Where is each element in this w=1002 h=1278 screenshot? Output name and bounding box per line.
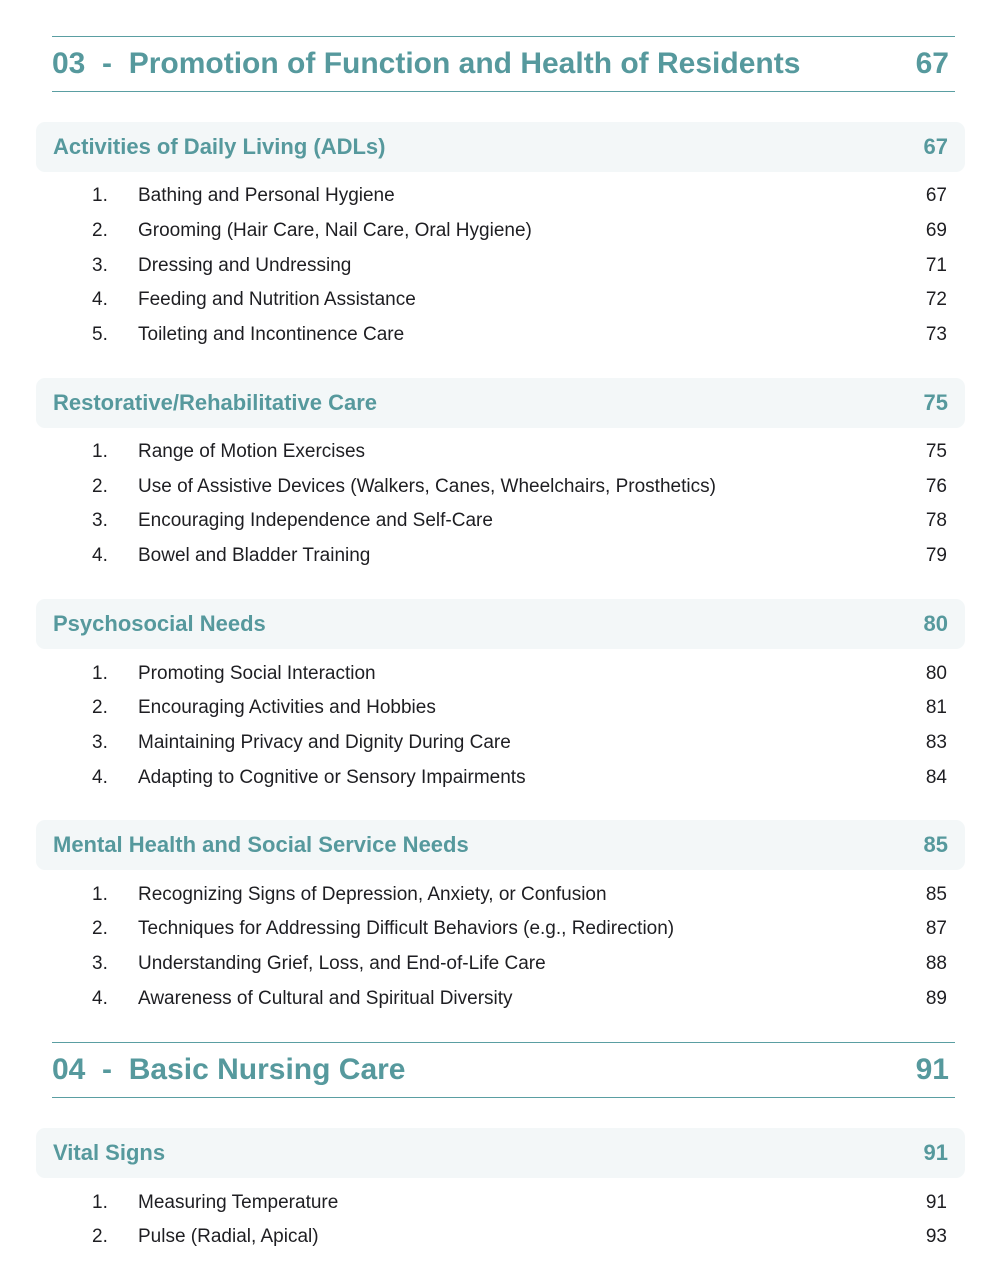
item-page-number: 69 (925, 220, 947, 241)
section-page-number: 75 (923, 390, 948, 415)
section-page-number: 80 (923, 611, 948, 636)
toc-item[interactable] (92, 320, 947, 350)
item-page-number: 87 (925, 918, 947, 939)
toc-item[interactable] (92, 506, 947, 536)
item-label: Promoting Social Interaction (138, 663, 376, 684)
toc-item[interactable] (92, 1188, 947, 1218)
section-page-number: 85 (923, 832, 948, 857)
section-title: Psychosocial Needs (53, 611, 266, 636)
item-label: Maintaining Privacy and Dignity During Care (138, 732, 511, 753)
section-heading[interactable] (36, 1128, 965, 1178)
item-number: 1. (92, 1192, 108, 1213)
item-page-number: 83 (925, 732, 947, 753)
toc-item[interactable] (92, 949, 947, 979)
toc-item[interactable] (92, 728, 947, 758)
toc-item[interactable] (92, 693, 947, 723)
toc-item[interactable] (92, 285, 947, 315)
toc-item[interactable] (92, 251, 947, 281)
item-label: Feeding and Nutrition Assistance (138, 289, 416, 310)
item-label: Use of Assistive Devices (Walkers, Canes, Wheelchairs, Prosthetics) (138, 476, 716, 497)
item-number: 4. (92, 545, 108, 566)
item-number: 2. (92, 697, 108, 718)
item-page-number: 73 (925, 324, 947, 345)
item-label: Pulse (Radial, Apical) (138, 1226, 319, 1247)
item-number: 4. (92, 988, 108, 1009)
item-number: 2. (92, 918, 108, 939)
item-number: 3. (92, 255, 108, 276)
item-number: 3. (92, 732, 108, 753)
item-number: 3. (92, 953, 108, 974)
item-page-number: 91 (925, 1192, 947, 1213)
item-number: 4. (92, 289, 108, 310)
item-page-number: 85 (925, 884, 947, 905)
item-page-number: 80 (925, 663, 947, 684)
item-label: Adapting to Cognitive or Sensory Impairments (138, 767, 526, 788)
item-label: Dressing and Undressing (138, 255, 352, 276)
toc-item[interactable] (92, 541, 947, 571)
section-title: Activities of Daily Living (ADLs) (53, 134, 386, 159)
item-label: Bathing and Personal Hygiene (138, 185, 395, 206)
toc-item[interactable] (92, 659, 947, 689)
item-label: Range of Motion Exercises (138, 441, 366, 462)
section-title: Vital Signs (53, 1140, 166, 1165)
toc-item[interactable] (92, 880, 947, 910)
chapter-heading[interactable] (52, 36, 955, 92)
item-page-number: 84 (925, 767, 947, 788)
item-page-number: 81 (925, 697, 947, 718)
toc-item[interactable] (92, 763, 947, 793)
section-page-number: 67 (923, 134, 948, 159)
toc-item[interactable] (92, 984, 947, 1014)
item-label: Understanding Grief, Loss, and End-of-Life Care (138, 953, 546, 974)
item-number: 2. (92, 1226, 108, 1247)
item-number: 1. (92, 884, 108, 905)
item-label: Toileting and Incontinence Care (138, 324, 405, 345)
toc-item[interactable] (92, 437, 947, 467)
item-number: 2. (92, 476, 108, 497)
chapter-heading[interactable] (52, 1042, 955, 1098)
item-page-number: 75 (925, 441, 947, 462)
section-heading[interactable] (36, 820, 965, 870)
item-number: 5. (92, 324, 108, 345)
item-page-number: 76 (925, 476, 947, 497)
item-page-number: 88 (925, 953, 947, 974)
toc-item[interactable] (92, 1222, 947, 1252)
section-title: Restorative/Rehabilitative Care (53, 390, 378, 415)
item-label: Measuring Temperature (138, 1192, 339, 1213)
chapter-title: 04 - Basic Nursing Care (52, 1053, 406, 1086)
item-number: 1. (92, 185, 108, 206)
item-label: Awareness of Cultural and Spiritual Diversity (138, 988, 513, 1009)
item-label: Recognizing Signs of Depression, Anxiety, or Confusion (138, 884, 607, 905)
toc-item[interactable] (92, 914, 947, 944)
item-page-number: 93 (925, 1226, 947, 1247)
section-title: Mental Health and Social Service Needs (53, 832, 469, 857)
section-page-number: 91 (923, 1140, 948, 1165)
item-number: 4. (92, 767, 108, 788)
toc-item[interactable] (92, 181, 947, 211)
item-number: 1. (92, 663, 108, 684)
item-label: Encouraging Activities and Hobbies (138, 697, 436, 718)
item-page-number: 89 (925, 988, 947, 1009)
toc-item[interactable] (92, 216, 947, 246)
item-page-number: 78 (925, 510, 947, 531)
item-page-number: 67 (925, 185, 947, 206)
item-number: 1. (92, 441, 108, 462)
chapter-title: 03 - Promotion of Function and Health of Residents (52, 47, 801, 80)
item-label: Encouraging Independence and Self-Care (138, 510, 493, 531)
item-label: Techniques for Addressing Difficult Behaviors (e.g., Redirection) (138, 918, 675, 939)
toc-item[interactable] (92, 472, 947, 502)
item-number: 3. (92, 510, 108, 531)
item-page-number: 71 (925, 255, 947, 276)
section-heading[interactable] (36, 122, 965, 172)
item-label: Bowel and Bladder Training (138, 545, 371, 566)
item-number: 2. (92, 220, 108, 241)
item-page-number: 79 (925, 545, 947, 566)
section-heading[interactable] (36, 599, 965, 649)
chapter-page-number: 67 (915, 47, 949, 80)
item-page-number: 72 (925, 289, 947, 310)
chapter-page-number: 91 (915, 1053, 949, 1086)
item-label: Grooming (Hair Care, Nail Care, Oral Hygiene) (138, 220, 532, 241)
section-heading[interactable] (36, 378, 965, 428)
